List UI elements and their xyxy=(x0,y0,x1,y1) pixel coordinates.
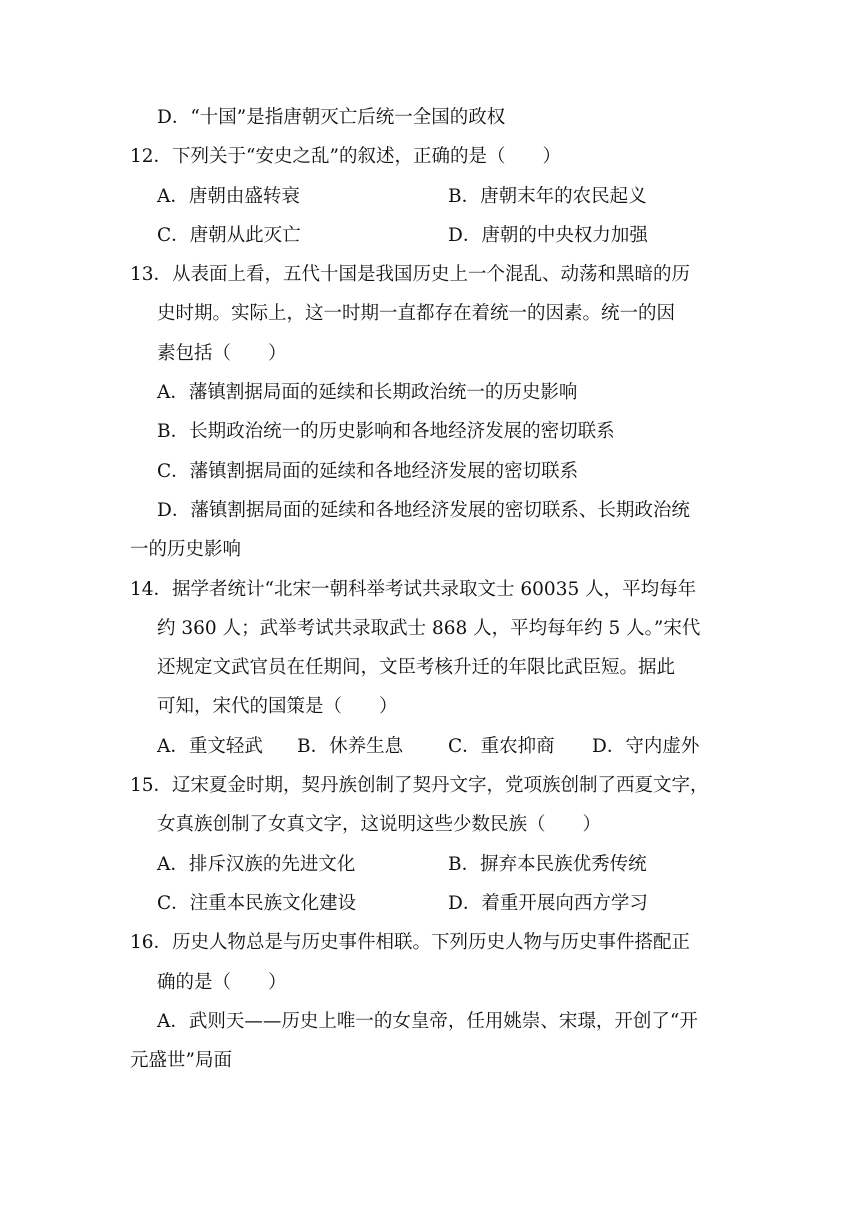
q16-option-a-line1: A．武则天——历史上唯一的女皇帝，任用姚崇、宋璟，开创了“开 xyxy=(157,1011,698,1032)
q13-stem-line1: 13．从表面上看，五代十国是我国历史上一个混乱、动荡和黑暗的历 xyxy=(130,264,691,285)
q12-option-b: B．唐朝末年的农民起义 xyxy=(448,186,647,207)
q14-option-c: C．重农抑商 xyxy=(448,736,555,757)
q13-option-c: C．藩镇割据局面的延续和各地经济发展的密切联系 xyxy=(157,461,579,482)
q12-option-d: D．唐朝的中央权力加强 xyxy=(448,225,648,246)
q16-stem-line1: 16．历史人物总是与历史事件相联。下列历史人物与历史事件搭配正 xyxy=(130,932,691,953)
q14-stem-line3: 还规定文武官员在任期间，文臣考核升迁的年限比武臣短。据此 xyxy=(157,657,676,678)
q14-stem-line2: 约 360 人；武举考试共录取武士 868 人，平均每年约 5 人。”宋代 xyxy=(157,618,701,639)
q14-stem-line1: 14．据学者统计“北宋一朝科举考试共录取文士 60035 人，平均每年 xyxy=(130,579,697,600)
q13-option-b: B．长期政治统一的历史影响和各地经济发展的密切联系 xyxy=(157,421,615,442)
q11-option-d: D．“十国”是指唐朝灭亡后统一全国的政权 xyxy=(157,107,506,128)
q12-stem: 12．下列关于“安史之乱”的叙述，正确的是（ ） xyxy=(130,146,561,167)
q12-option-a: A．唐朝由盛转衰 xyxy=(157,186,300,207)
q15-stem-line1: 15．辽宋夏金时期，契丹族创制了契丹文字，党项族创制了西夏文字， xyxy=(130,775,709,796)
q14-option-d: D．守内虚外 xyxy=(592,736,700,757)
q13-option-a: A．藩镇割据局面的延续和长期政治统一的历史影响 xyxy=(157,382,578,403)
q15-option-d: D．着重开展向西方学习 xyxy=(448,893,648,914)
q15-option-b: B．摒弃本民族优秀传统 xyxy=(448,854,647,875)
q13-option-d-line2: 一的历史影响 xyxy=(130,539,242,560)
q16-option-a-line2: 元盛世”局面 xyxy=(130,1050,232,1071)
q15-stem-line2: 女真族创制了女真文字，这说明这些少数民族（ ） xyxy=(157,814,602,835)
q16-stem-line2: 确的是（ ） xyxy=(157,972,287,993)
q13-stem-line3: 素包括（ ） xyxy=(157,343,287,364)
q14-option-a: A．重文轻武 xyxy=(157,736,263,757)
q14-option-b: B．休养生息 xyxy=(297,736,404,757)
q15-option-a: A．排斥汉族的先进文化 xyxy=(157,854,356,875)
q15-option-c: C．注重本民族文化建设 xyxy=(157,893,357,914)
q14-stem-line4: 可知，宋代的国策是（ ） xyxy=(157,696,398,717)
q13-stem-line2: 史时期。实际上，这一时期一直都存在着统一的因素。统一的因 xyxy=(157,303,676,324)
q13-option-d-line1: D．藩镇割据局面的延续和各地经济发展的密切联系、长期政治统 xyxy=(157,500,690,521)
q12-option-c: C．唐朝从此灭亡 xyxy=(157,225,301,246)
